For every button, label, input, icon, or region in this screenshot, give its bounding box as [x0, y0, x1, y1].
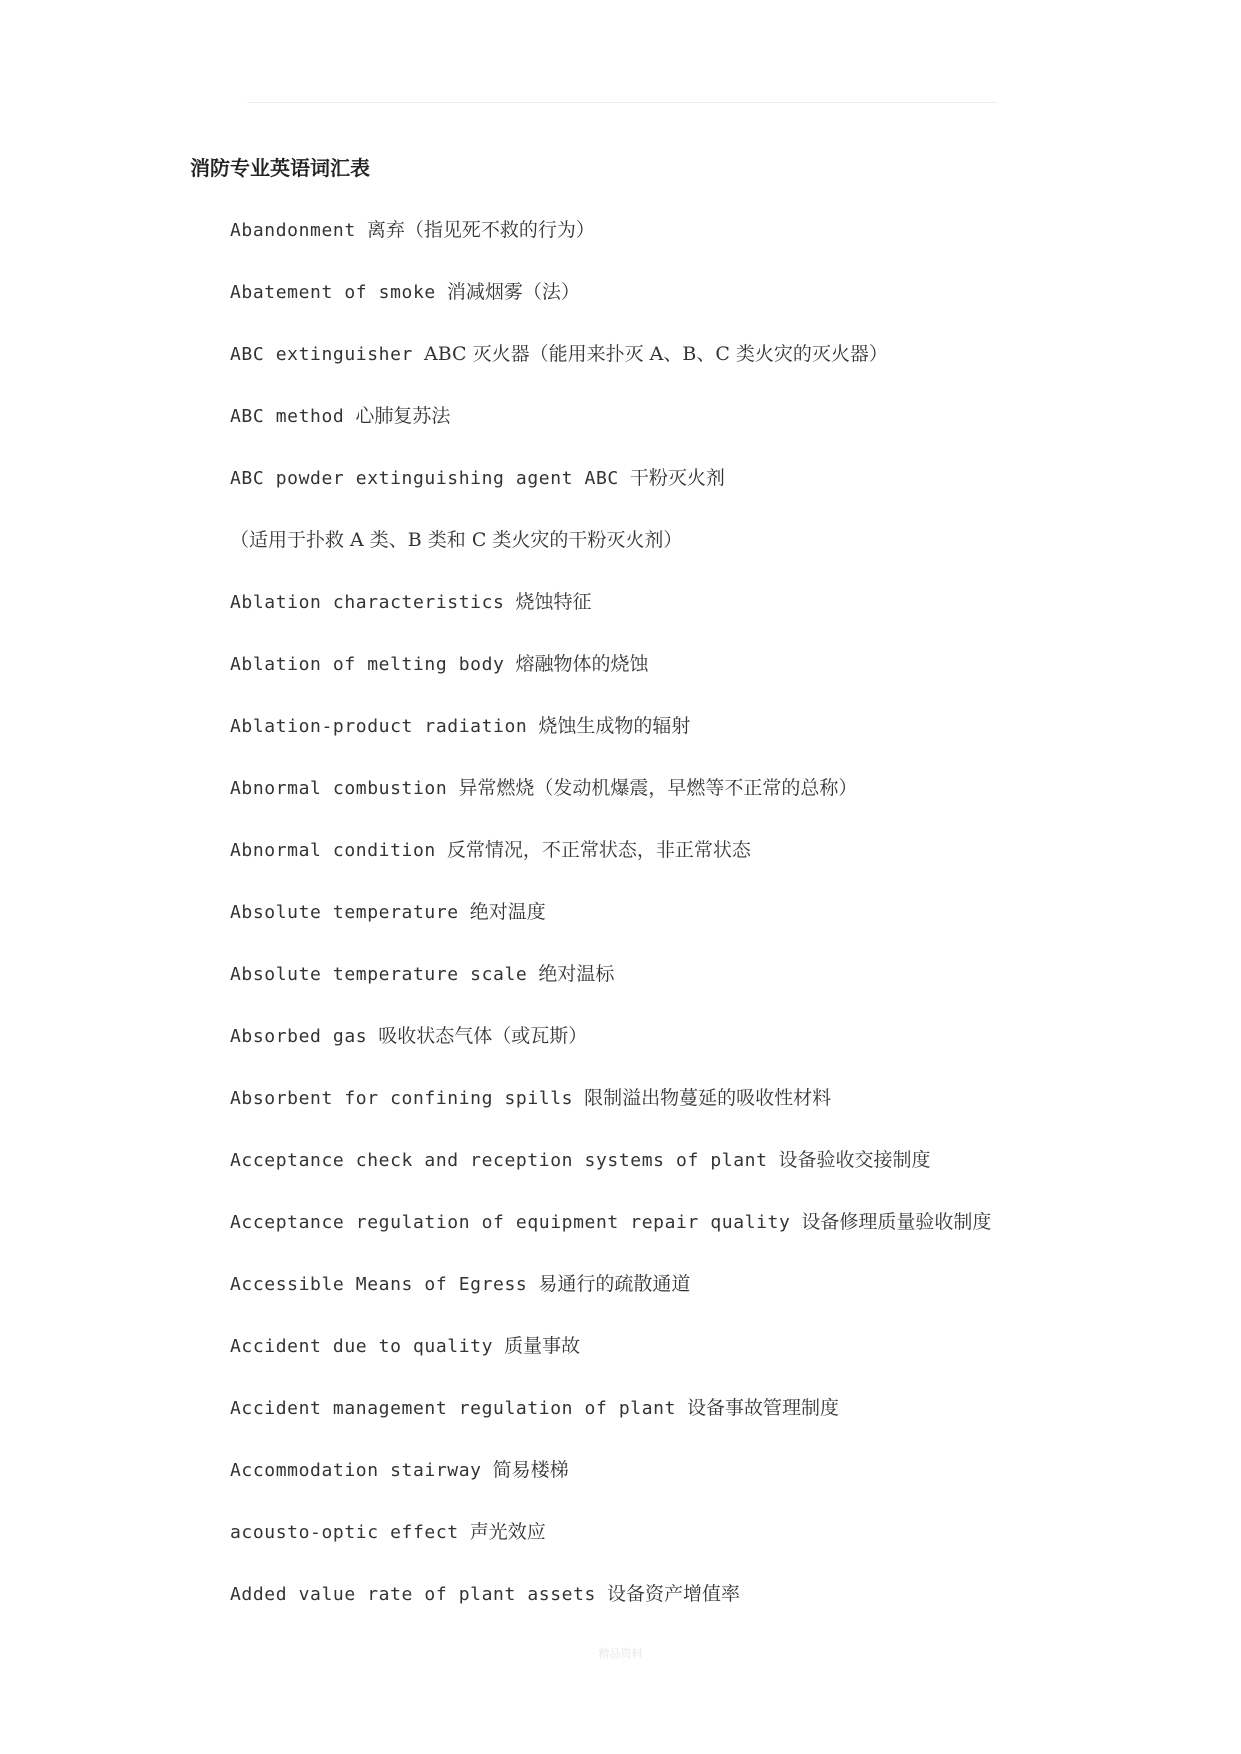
glossary-entry	[230, 1394, 1190, 1456]
glossary-entry	[230, 1208, 1190, 1270]
term-chinese: 消减烟雾（法）	[446, 281, 580, 303]
glossary-entry	[230, 1084, 1190, 1146]
term-english: ABC extinguisher	[230, 344, 413, 365]
term-chinese: 离弃（指见死不救的行为）	[366, 219, 595, 241]
term-english: Ablation-product radiation	[230, 716, 528, 737]
glossary-entry	[230, 340, 1190, 402]
glossary-entry	[230, 898, 1190, 960]
term-chinese: 质量事故	[504, 1335, 581, 1357]
term-english: Absorbed gas	[230, 1026, 368, 1047]
term-english: Absolute temperature scale	[230, 964, 528, 985]
glossary-entry	[230, 712, 1190, 774]
term-chinese: 易通行的疏散通道	[538, 1273, 691, 1295]
term-english: Accident due to quality	[230, 1336, 494, 1357]
term-english: ABC method	[230, 406, 345, 427]
term-chinese: 设备事故管理制度	[687, 1397, 840, 1419]
glossary-entry	[230, 464, 1190, 526]
term-english: Abnormal condition	[230, 840, 436, 861]
term-chinese: （适用于扑救 A 类、B 类和 C 类火灾的干粉灭火剂）	[230, 529, 683, 551]
term-chinese: 烧蚀生成物的辐射	[538, 715, 691, 737]
term-chinese: 设备资产增值率	[606, 1583, 740, 1605]
glossary-entry	[230, 216, 1190, 278]
footer-watermark: 精品资料	[598, 1647, 643, 1660]
term-english: Accident management regulation of plant	[230, 1398, 677, 1419]
term-english: Absorbent for confining spills	[230, 1088, 574, 1109]
term-chinese: ABC 灭火器（能用来扑灭 A、B、C 类火灾的灭火器）	[424, 343, 888, 365]
term-chinese: 反常情况，不正常状态，非正常状态	[446, 839, 751, 861]
term-chinese: 吸收状态气体（或瓦斯）	[378, 1025, 588, 1047]
term-english: Abnormal combustion	[230, 778, 448, 799]
term-english: Added value rate of plant assets	[230, 1584, 596, 1605]
glossary-entry	[230, 1456, 1190, 1518]
glossary-entry	[230, 1332, 1190, 1394]
glossary-entry	[230, 1518, 1190, 1580]
term-english: acousto-optic effect	[230, 1522, 459, 1543]
term-english: Acceptance check and reception systems of plant	[230, 1150, 768, 1171]
term-english: Acceptance regulation of equipment repair quality	[230, 1212, 791, 1233]
term-english: Accessible Means of Egress	[230, 1274, 528, 1295]
term-chinese: 简易楼梯	[492, 1459, 569, 1481]
term-chinese: 设备修理质量验收制度	[801, 1211, 992, 1233]
term-english: Ablation of melting body	[230, 654, 505, 675]
term-chinese: 绝对温标	[538, 963, 615, 985]
term-chinese: 心肺复苏法	[355, 405, 451, 427]
glossary-entry	[230, 1580, 1190, 1642]
glossary-entry	[230, 1146, 1190, 1208]
glossary-entry	[230, 650, 1190, 712]
glossary-entry	[230, 588, 1190, 650]
term-chinese: 熔融物体的烧蚀	[515, 653, 649, 675]
glossary-list	[230, 216, 1190, 1642]
term-chinese: 异常燃烧（发动机爆震，早燃等不正常的总称）	[458, 777, 858, 799]
glossary-entry	[230, 960, 1190, 1022]
glossary-entry	[230, 278, 1190, 340]
term-chinese: 绝对温度	[469, 901, 546, 923]
header-divider	[247, 102, 997, 103]
term-english: Abatement of smoke	[230, 282, 436, 303]
term-chinese: 限制溢出物蔓延的吸收性材料	[584, 1087, 832, 1109]
term-english: Abandonment	[230, 220, 356, 241]
term-chinese: 干粉灭火剂	[629, 467, 725, 489]
term-english: Ablation characteristics	[230, 592, 505, 613]
term-chinese: 声光效应	[469, 1521, 546, 1543]
term-chinese: 设备验收交接制度	[778, 1149, 931, 1171]
term-english: Absolute temperature	[230, 902, 459, 923]
glossary-entry	[230, 836, 1190, 898]
glossary-entry	[230, 1270, 1190, 1332]
glossary-entry	[230, 774, 1190, 836]
glossary-entry	[230, 402, 1190, 464]
term-english: ABC powder extinguishing agent ABC	[230, 468, 619, 489]
glossary-entry	[230, 1022, 1190, 1084]
term-english: Accommodation stairway	[230, 1460, 482, 1481]
glossary-entry-continuation	[230, 526, 1190, 588]
document-title: 消防专业英语词汇表	[190, 156, 370, 180]
term-chinese: 烧蚀特征	[515, 591, 592, 613]
